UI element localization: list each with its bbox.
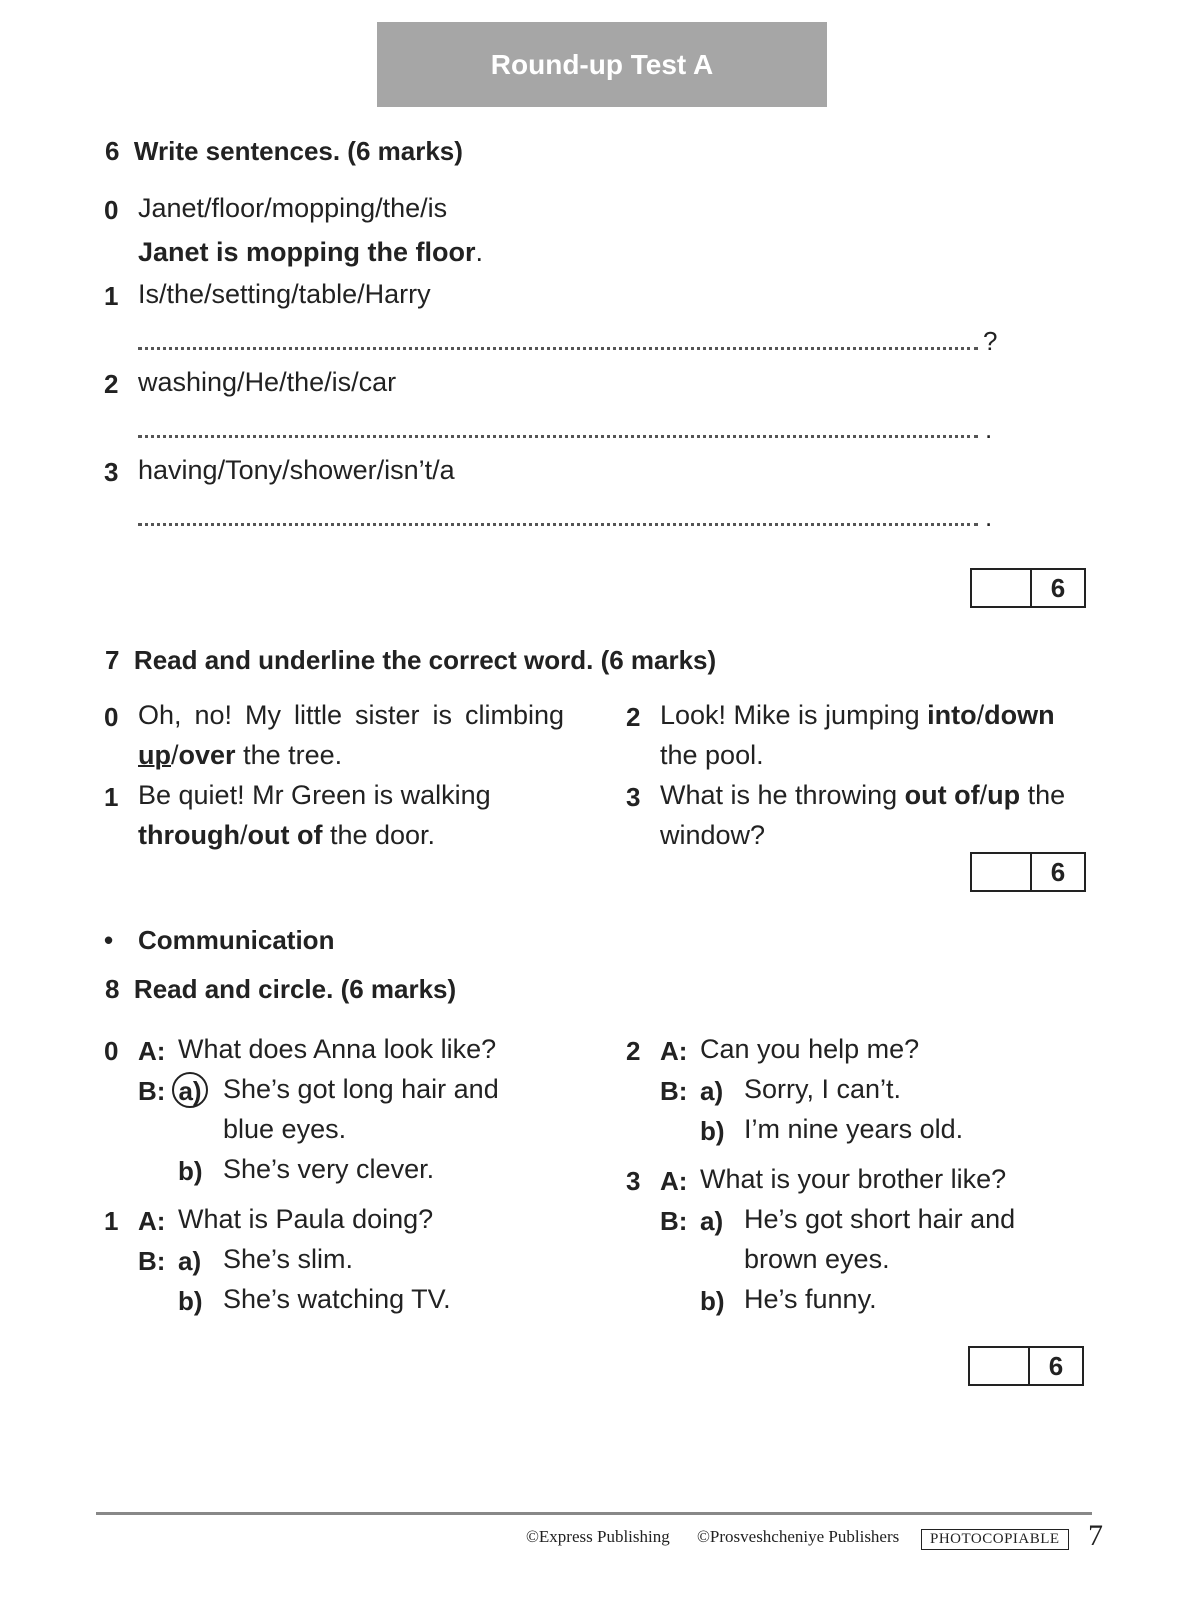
answer-line[interactable]: [138, 343, 978, 350]
sentence-rest: the door.: [322, 820, 436, 850]
speaker-a: A:: [660, 1036, 688, 1066]
answer-text: Janet is mopping the floor: [138, 237, 476, 267]
speaker-b: B:: [660, 1206, 688, 1236]
speaker-a: A:: [138, 1206, 166, 1236]
circle-mark[interactable]: a): [172, 1072, 208, 1108]
sentence-line: [660, 700, 1055, 731]
item-number: 1: [104, 1206, 119, 1236]
exercise-number: 7: [105, 645, 120, 675]
choice-letter-circled[interactable]: [172, 1072, 208, 1108]
item-number: 2: [626, 1036, 641, 1066]
option[interactable]: out of: [904, 780, 980, 810]
sentence-start: What is he throwing: [660, 780, 905, 810]
line-end-mark: .: [985, 502, 993, 532]
item-number: 0: [104, 195, 119, 225]
option[interactable]: out of: [247, 820, 323, 850]
exercise-7-heading: [105, 645, 716, 676]
choice-text: He’s funny.: [744, 1284, 877, 1314]
page-number: 7: [1088, 1519, 1103, 1552]
score-blank[interactable]: [970, 1348, 1030, 1384]
item-number: 1: [104, 281, 119, 311]
example-answer: [138, 237, 483, 268]
sentence-line: [138, 740, 342, 771]
sentence-rest: the tree.: [235, 740, 343, 770]
item-number: 0: [104, 702, 119, 732]
item-number: 3: [104, 457, 119, 487]
choice-text: She’s got long hair and: [223, 1074, 499, 1104]
choice-letter[interactable]: b): [178, 1156, 203, 1186]
item-number: 3: [626, 1166, 641, 1196]
choice-text: Sorry, I can’t.: [744, 1074, 902, 1104]
exercise-instruction: Write sentences. (6 marks): [133, 136, 463, 166]
question: What does Anna look like?: [178, 1034, 497, 1064]
option[interactable]: into: [927, 700, 977, 730]
choice-letter[interactable]: b): [700, 1116, 725, 1146]
option-separator: /: [976, 700, 985, 730]
option-separator: /: [239, 820, 248, 850]
score-total: 6: [1050, 856, 1066, 887]
choice-text: She’s slim.: [223, 1244, 354, 1274]
choice-letter[interactable]: a): [700, 1206, 724, 1236]
sentence-start: Look! Mike is jumping: [660, 700, 928, 730]
copyright-express: ©Express Publishing: [526, 1527, 670, 1546]
option-separator: /: [979, 780, 988, 810]
item-number: 2: [104, 369, 119, 399]
option[interactable]: over: [178, 740, 236, 770]
choice-text: She’s watching TV.: [223, 1284, 451, 1314]
line-end-mark: ?: [983, 326, 998, 356]
sentence-line: Be quiet! Mr Green is walking: [138, 780, 491, 810]
sentence-line: the pool.: [660, 740, 764, 770]
item-number: 1: [104, 782, 119, 812]
score-box[interactable]: [970, 852, 1086, 892]
question: Can you help me?: [700, 1034, 920, 1064]
sentence-rest: the: [1020, 780, 1066, 810]
line-end-mark: .: [985, 414, 993, 444]
score-blank[interactable]: [972, 854, 1032, 890]
item-number: 2: [626, 702, 641, 732]
score-total: 6: [1050, 572, 1066, 603]
speaker-b: B:: [138, 1246, 166, 1276]
answer-line[interactable]: [138, 431, 978, 438]
exercise-number: 6: [105, 136, 120, 166]
answer-line[interactable]: [138, 519, 978, 526]
speaker-b: B:: [138, 1076, 166, 1106]
option[interactable]: down: [984, 700, 1055, 730]
speaker-a: A:: [138, 1036, 166, 1066]
test-title: Round-up Test A: [377, 22, 827, 107]
sentence-line: [138, 820, 435, 851]
exercise-instruction: Read and circle. (6 marks): [133, 974, 457, 1004]
prompt-words: Janet/floor/mopping/the/is: [138, 193, 448, 223]
score-total: 6: [1048, 1350, 1064, 1381]
question: What is Paula doing?: [178, 1204, 434, 1234]
choice-text: She’s very clever.: [223, 1154, 435, 1184]
copyright-prosveshcheniye: ©Prosveshcheniye Publishers: [697, 1527, 900, 1546]
choice-letter[interactable]: a): [700, 1076, 724, 1106]
speaker-a: A:: [660, 1166, 688, 1196]
option-underlined[interactable]: up: [138, 740, 171, 770]
prompt-words: washing/He/the/is/car: [138, 367, 397, 397]
choice-letter[interactable]: a): [178, 1246, 202, 1276]
item-number: 0: [104, 1036, 119, 1066]
exercise-instruction: Read and underline the correct word. (6 marks): [133, 645, 717, 675]
score-blank[interactable]: [972, 570, 1032, 606]
prompt-words: having/Tony/shower/isn’t/a: [138, 455, 455, 485]
option[interactable]: through: [138, 820, 240, 850]
sentence-line: [660, 780, 1065, 811]
exercise-6-heading: [105, 136, 463, 167]
footer-rule: [96, 1512, 1092, 1515]
section-bullet: •: [104, 925, 114, 955]
sentence-line: Oh, no! My little sister is climbing: [138, 700, 564, 730]
question: What is your brother like?: [700, 1164, 1007, 1194]
option-separator: /: [171, 740, 179, 770]
score-box[interactable]: [968, 1346, 1084, 1386]
option[interactable]: up: [987, 780, 1021, 810]
choice-letter[interactable]: b): [178, 1286, 203, 1316]
prompt-words: Is/the/setting/table/Harry: [138, 279, 431, 309]
choice-text: He’s got short hair and: [744, 1204, 1016, 1234]
choice-text: I’m nine years old.: [744, 1114, 964, 1144]
exercise-8-heading: [105, 974, 456, 1005]
score-box[interactable]: [970, 568, 1086, 608]
choice-text: brown eyes.: [744, 1244, 890, 1274]
choice-letter[interactable]: b): [700, 1286, 725, 1316]
sentence-line: window?: [660, 820, 766, 850]
exercise-number: 8: [105, 974, 120, 1004]
choice-text: blue eyes.: [223, 1114, 347, 1144]
photocopiable-stamp: PHOTOCOPIABLE: [921, 1529, 1069, 1550]
section-title: Communication: [138, 925, 335, 955]
item-number: 3: [626, 782, 641, 812]
speaker-b: B:: [660, 1076, 688, 1106]
answer-punct: .: [475, 237, 484, 267]
